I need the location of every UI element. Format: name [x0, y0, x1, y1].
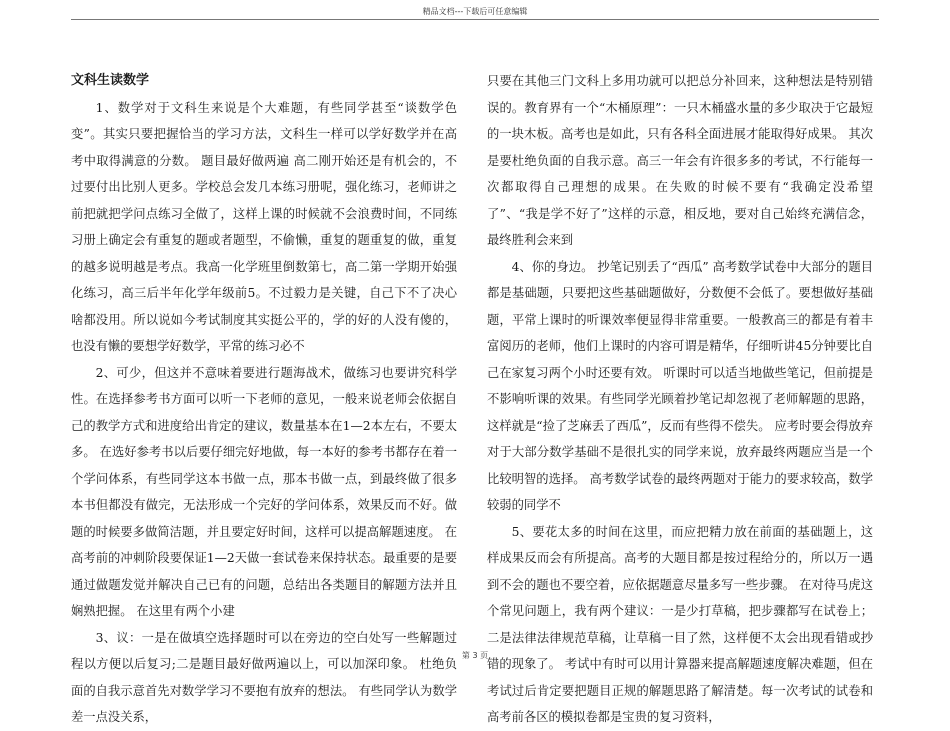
paragraph-3: 3、议：一是在做填空选择题时可以在旁边的空白处写一些解题过程以方便以后复习;二是题目最好做两遍以上，可以加深印象。 杜绝负面的自我示意首先对数学学习不要抱有放弃的想法。 有些同学认为数学差一点没关系，	[71, 630, 457, 724]
paragraph-3-continued: 只要在其他三门文科上多用功就可以把总分补回来，这种想法是特别错误的。教育界有一个“木桶原理”：一只木桶盛水量的多少取决于它最短的一块木板。高考也是如此，只有各科全面进展才能取得好成果。 其次是要杜绝负面的自我示意。高三一年会有许很多多的考试，不行能每一次都取得自己理想的成果。在失败的时候不要有“我确定没希望了”、“我是学不好了”这样的示意，相反地，要对自己始终充满信念，最终胜利会来到	[487, 74, 873, 247]
right-column	[487, 68, 873, 731]
page-header: 精品文档---下载后可任意编辑	[422, 7, 528, 16]
paragraph-2: 2、可少，但这并不意味着要进行题海战术，做练习也要讲究科学性。在选择参考书方面可以听一下老师的意见，一般来说老师会依据自己的教学方式和进度给出肯定的建议，数量基本在1—2本左右，不要太多。 在选好参考书以后要仔细完好地做，每一本好的参考书都存在着一个学问体系，有些同学这本书做一点，那本书做一点，到最终做了很多本书但都没有做完，无法形成一个完好的学问体系，效果反而不好。做题的时候要多做简洁题，并且要定好时间，这样可以提高解题速度。 在高考前的冲刺阶段要保证1—2天做一套试卷来保持状态。最重要的是要通过做题发觉并解决自己已有的问题，总结出各类题目的解题方法并且娴熟把握。 在这里有两个小建	[71, 365, 457, 618]
paragraph-4: 4、你的身边。 抄笔记别丢了“西瓜” 高考数学试卷中大部分的题目都是基础题，只要把这些基础题做好，分数便不会低了。要想做好基础题，平常上课时的听课效率便显得非常重要。一般教高三的都是有着丰富阅历的老师，他们上课时的内容可谓是精华，仔细听讲45分钟要比自己在家复习两个小时还要有效。 听课时可以适当地做些笔记，但前提是不影响听课的效果。有些同学光顾着抄笔记却忽视了老师解题的思路，这样就是“捡了芝麻丢了西瓜”，反而有些得不偿失。 应考时要会得放弃 对于大部分数学基础不是很扎实的同学来说，放弃最终两题应当是一个比较明智的选择。 高考数学试卷的最终两题对于能力的要求较高，数学较弱的同学不	[487, 259, 873, 512]
paragraph-1: 1、数学对于文科生来说是个大难题，有些同学甚至“谈数学色变”。其实只要把握恰当的学习方法，文科生一样可以学好数学并在高考中取得满意的分数。 题目最好做两遍 高二刚开始还是有机会的，不过要付出比别人更多。学校总会发几本练习册呢，强化练习，老师讲之前把就把学问点练习全做了，这样上课的时候就不会浪费时间，不同练习册上确定会有重复的题或者题型，不偷懒，重复的题重复的做，重复的越多说明越是考点。我高一化学班里倒数第七，高二第一学期开始强化练习，高三后半年化学年级前5。不过毅力是关键，自己下不了决心啥都没用。所以说如今考试制度其实挺公平的，学的好的人没有傻的，也没有懒的要想学好数学，平常的练习必不	[71, 100, 457, 353]
article-title: 文科生读数学	[71, 73, 150, 88]
page-number: 第 3 页	[461, 651, 489, 660]
paragraph-5: 5、要花太多的时间在这里，而应把精力放在前面的基础题上，这样成果反而会有所提高。高考的大题目都是按过程给分的，所以万一遇到不会的题也不要空着，应依据题意尽量多写一些步骤。 在对待马虎这个常见问题上，我有两个建议：一是少打草稿，把步骤都写在试卷上；二是法律法律规范草稿，让草稿一目了然，这样便不太会出现看错或抄错的现象了。 考试中有时可以用计算器来提高解题速度解决难题，但在考试过后肯定要把题目正规的解题思路了解清楚。每一次考试的试卷和高考前各区的模拟卷都是宝贵的复习资料，	[487, 524, 873, 724]
header-divider	[71, 19, 879, 20]
left-column	[71, 68, 457, 731]
